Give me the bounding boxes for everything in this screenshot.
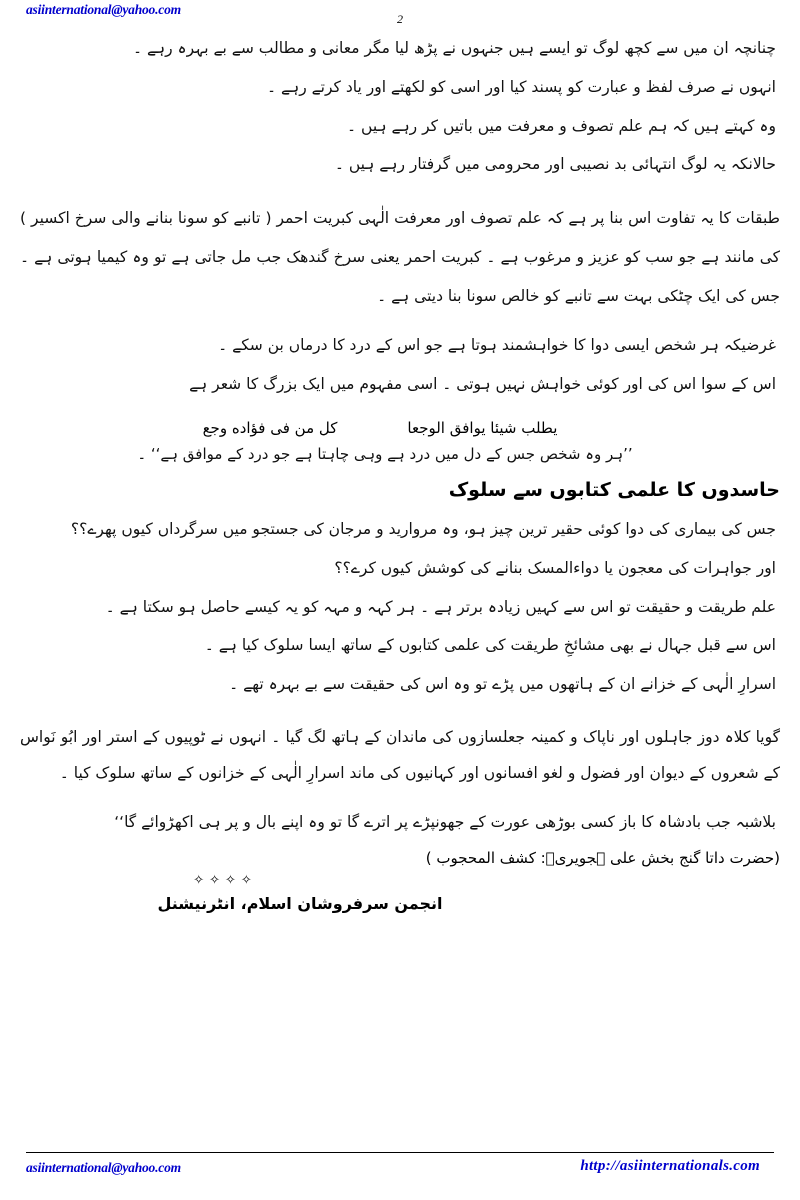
body-line: اس کے سوا اس کی اور کوئی خواہش نہیں ہوتی ۔ اسی مفہوم میں ایک بزرگ کا شعر ہے [189, 375, 776, 394]
page-number: 2 [397, 12, 403, 26]
footer-divider-rule [26, 1152, 774, 1153]
publisher-colophon: انجمن سرفروشان اسلام، انٹرنیشنل [157, 893, 443, 913]
page-header [0, 0, 800, 32]
footer-website-url[interactable]: http://asiinternationals.com [580, 1158, 760, 1174]
body-line: جس کی بیماری کی دوا کوئی حقیر ترین چیز ہو، وہ مروارید و مرجان کی جستجو میں سرگرداں کیوں پھرے؟؟ [70, 520, 776, 539]
body-paragraph: طبقات کا یہ تفاوت اس بنا پر ہے کہ علم تصوف اور معرفت الٰہی کبریت احمر ( تانبے کو سونا بنانے والی سرخ اکسیر ) کی مانند ہے جو سب کو عزیز و مرغوب ہے ۔ کبریت احمر یعنی سرخ گندھک جب مل جاتی ہے تو وہ کیمیا ہوتی ہے ۔ جس کی ایک چٹکی بہت سے تانبے کو خالص سونا بنا دیتی ہے ۔ [20, 209, 780, 305]
diamond-ornament-icon: ✧ [225, 871, 241, 887]
source-attribution: (حضرت داتا گنج بخش علی ہجویریؒ: کشف المحجوب ) [425, 848, 780, 867]
header-email-address[interactable]: asiinternational@yahoo.com [26, 2, 181, 17]
body-line: وہ کہتے ہیں کہ ہم علم تصوف و معرفت میں باتیں کر رہے ہیں ۔ [347, 116, 776, 135]
couplet-translation: ’’ہر وہ شخص جس کے دل میں درد ہے وہی چاہتا ہے جو درد کے موافق ہے‘‘ ۔ [137, 445, 633, 464]
body-line: اس سے قبل جہال نے بھی مشائخِ طریقت کی علمی کتابوں کے ساتھ ایسا سلوک کیا ہے ۔ [204, 636, 776, 655]
body-line: حالانکہ یہ لوگ انتہائی بد نصیبی اور محرومی میں گرفتار رہے ہیں ۔ [334, 155, 776, 174]
closing-quote: بلاشبہ جب بادشاہ کا باز کسی بوڑھی عورت کے جھونپڑے پر اترے گا تو وہ اپنے بال و پر ہی اکھڑوائے گا‘‘ [114, 812, 776, 831]
couplet-right-hemistich: كل من فى فؤاده وجع [202, 419, 338, 438]
page-footer [26, 1152, 774, 1192]
ornament-divider [20, 873, 780, 886]
body-line: اسرارِ الٰہی کے خزانے ان کے ہاتھوں میں پڑے تو وہ اس کی حقیقت سے بے بہرہ تھے ۔ [229, 675, 776, 694]
spacer [20, 325, 780, 333]
body-line: علم طریقت و حقیقت تو اس سے کہیں زیادہ برتر ہے ۔ ہر کہہ و مہہ کو یہ کیسے حاصل ہو سکتا ہے ۔ [105, 597, 776, 616]
spacer [20, 191, 780, 199]
body-line: اور جواہرات کی معجون یا دواءالمسک بنانے کی کوشش کیوں کرے؟؟ [334, 558, 776, 577]
diamond-ornament-icon: ✧ [209, 871, 225, 887]
spacer [20, 411, 780, 419]
body-line: غرضیکہ ہر شخص ایسی دوا کا خواہشمند ہوتا ہے جو اس کے درد کا درماں بن سکے ۔ [218, 336, 776, 355]
diamond-ornament-icon: ✧ [193, 871, 210, 887]
document-body [20, 36, 780, 1126]
diamond-ornament-icon: ✧ [240, 871, 257, 887]
body-paragraph: گویا کلاہ دوز جاہلوں اور ناپاک و کمینہ جعلسازوں کی ماندان کے ہاتھ لگ گیا ۔ انہوں نے ٹوپیوں کے استر اور ابُو نَواس کے شعروں کے دیوان اور فضول و لغو افسانوں اور کہانیوں کی ماند اسرارِ الٰہی کے خزانوں کے ساتھ سلوک کیا ۔ [20, 728, 780, 783]
body-line: چنانچہ ان میں سے کچھ لوگ تو ایسے ہیں جنہوں نے پڑھ لیا مگر معانی و مطالب سے بے بہرہ رہے ۔ [132, 39, 776, 57]
section-heading: حاسدوں کا علمی کتابوں سے سلوک [448, 479, 780, 502]
spacer [20, 802, 780, 810]
body-line: انہوں نے صرف لفظ و عبارت کو پسند کیا اور اسی کو لکھتے اور یاد کرتے رہے ۔ [267, 77, 776, 96]
spacer [20, 711, 780, 719]
couplet-left-hemistich: يطلب شيئا يوافق الوجعا [407, 419, 558, 438]
footer-email-address[interactable]: asiinternational@yahoo.com [26, 1160, 181, 1175]
arabic-couplet [20, 419, 780, 437]
